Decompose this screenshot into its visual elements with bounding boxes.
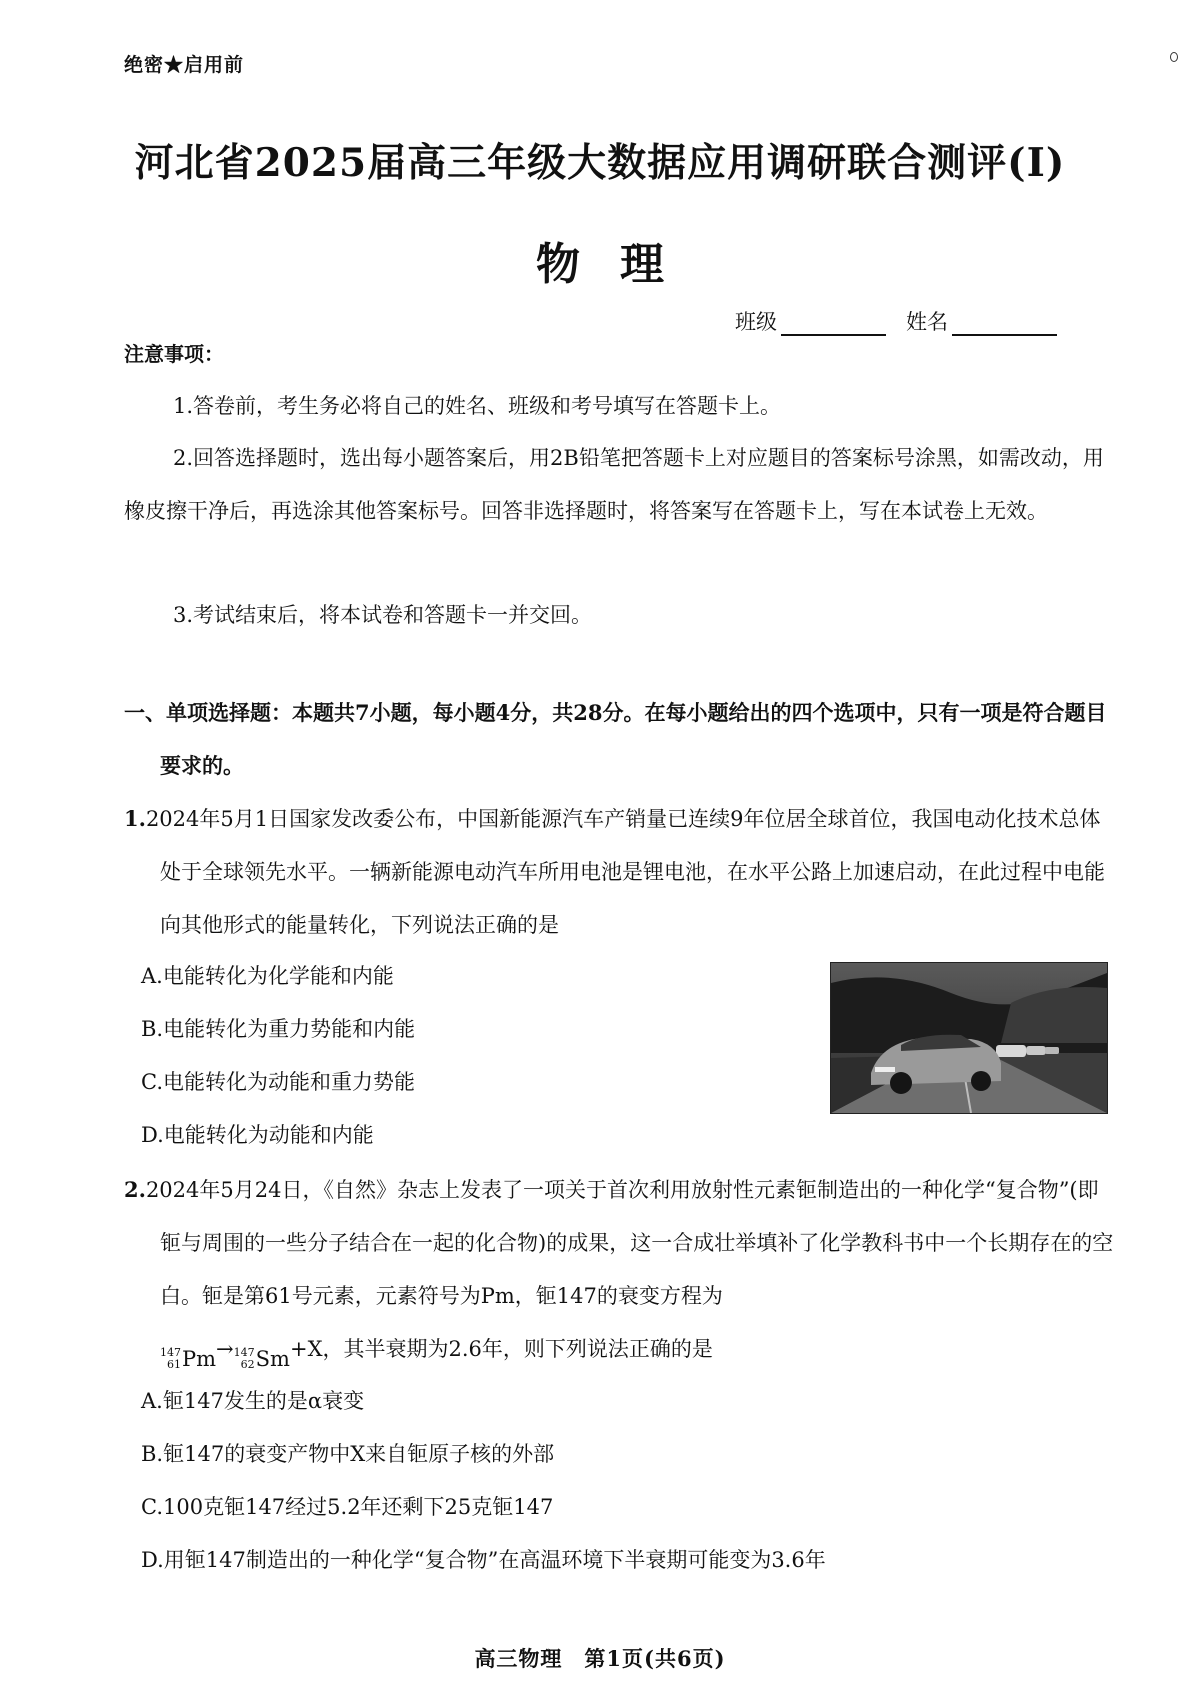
question-1-option-b: B.电能转化为重力势能和内能 (141, 1017, 416, 1041)
pm-mass-number: 147 (160, 1346, 181, 1359)
confidential-mark: 绝密★启用前 (124, 54, 245, 76)
subject-title: 物理 (536, 239, 704, 290)
notice-heading: 注意事项： (124, 342, 224, 366)
sm-symbol: Sm (255, 1346, 290, 1371)
question-2-option-a: A.钷147发生的是α衰变 (141, 1389, 365, 1413)
question-number: 1. (124, 806, 146, 831)
pm-symbol: Pm (182, 1346, 217, 1371)
section-heading: 一、单项选择题：本题共7小题，每小题4分，共28分。在每小题给出的四个选项中，只有一项是符合题目要求的。 (124, 700, 1107, 778)
notice-item-2: 2.回答选择题时，选出每小题答案后，用2B铅笔把答题卡上对应题目的答案标号涂黑，如需改动，用橡皮擦干净后，再选涂其他答案标号。回答非选择题时，将答案写在答题卡上，写在本试卷上无效。 (124, 446, 1104, 523)
exam-title: 河北省2025届高三年级大数据应用调研联合测评(Ⅰ) (134, 140, 1066, 186)
corner-dot (1170, 52, 1178, 62)
notice-item-1: 1.答卷前，考生务必将自己的姓名、班级和考号填写在答题卡上。 (173, 394, 782, 418)
name-field (906, 306, 1057, 336)
question-1-option-a: A.电能转化为化学能和内能 (141, 964, 394, 988)
name-blank (952, 312, 1057, 336)
sm-mass-number: 147 (233, 1346, 255, 1359)
question-2-option-c: C.100克钷147经过5.2年还剩下25克钷147 (141, 1495, 554, 1519)
name-label: 姓名 (906, 310, 948, 334)
car-on-road-illustration (831, 963, 1107, 1113)
student-info-row (735, 306, 1057, 336)
reaction-arrow: → (216, 1337, 234, 1361)
question-1-option-d: D.电能转化为动能和内能 (141, 1123, 374, 1147)
class-label: 班级 (735, 310, 777, 334)
equation-rest: +X，其半衰期为2.6年，则下列说法正确的是 (289, 1337, 713, 1361)
class-field (735, 306, 886, 336)
electric-car-photo (830, 962, 1108, 1114)
notice-item-3: 3.考试结束后，将本试卷和答题卡一并交回。 (173, 603, 593, 627)
pm-atomic-number: 61 (167, 1358, 181, 1371)
question-1-option-c: C.电能转化为动能和重力势能 (141, 1070, 415, 1094)
sm-atomic-number: 62 (240, 1358, 255, 1371)
question-2-stem (124, 1163, 1114, 1386)
question-text: 2024年5月24日，《自然》杂志上发表了一项关于首次利用放射性元素钷制造出的一种化学“复合物”(即钷与周围的一些分子结合在一起的化合物)的成果，这一合成壮举填补了化学教科书中一个长期存在的空白。钷是第61号元素，元素符号为Pm，钷147的衰变方程为 (145, 1178, 1114, 1308)
class-blank (781, 312, 886, 336)
question-2-option-b: B.钷147的衰变产物中X来自钷原子核的外部 (141, 1442, 555, 1466)
question-2-option-d: D.用钷147制造出的一种化学“复合物”在高温环境下半衰期可能变为3.6年 (141, 1548, 826, 1572)
page-footer: 高三物理 第1页(共6页) (474, 1646, 726, 1671)
question-1-stem (124, 792, 1114, 952)
question-number: 2. (124, 1177, 146, 1202)
question-text: 2024年5月1日国家发改委公布，中国新能源汽车产销量已连续9年位居全球首位，我国电动化技术总体处于全球领先水平。一辆新能源电动汽车所用电池是锂电池，在水平公路上加速启动，在此过程中电能向其他形式的能量转化，下列说法正确的是 (145, 807, 1105, 937)
